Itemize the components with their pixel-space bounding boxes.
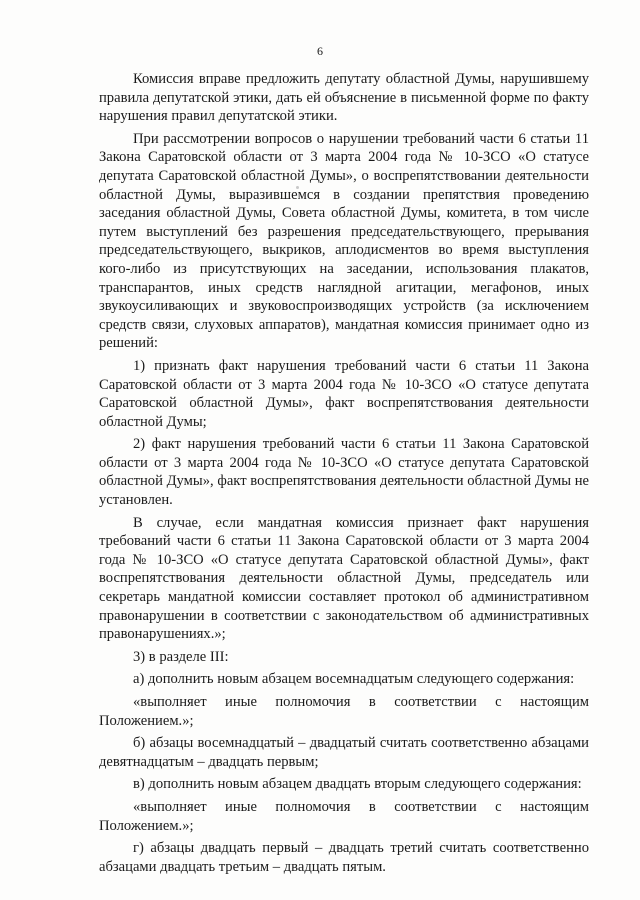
- document-body: [99, 70, 589, 876]
- page-number: 6: [317, 44, 323, 58]
- paragraph: б) абзацы восемнадцатый – двадцатый считать соответственно абзацами девятнадцатым – двадцать первым;: [99, 735, 589, 770]
- paragraph: В случае, если мандатная комиссия признает факт нарушения требований части 6 статьи 11 Закона Саратовской области от 3 марта 2004 года № 10-ЗСО «О статусе депутата Саратовской областной Думы», факт воспрепятствования деятельности областной Думы, председатель или секретарь мандатной комиссии составляет протокол об административном правонарушении в соответствии с законодательством об административных правонарушениях.»;: [99, 514, 589, 643]
- paragraph: «выполняет иные полномочия в соответствии с настоящим Положением.»;: [99, 694, 589, 729]
- paragraph: 3) в разделе III:: [133, 648, 229, 665]
- paragraph: Комиссия вправе предложить депутату областной Думы, нарушившему правила депутатской этики, дать ей объяснение в письменной форме по факту нарушения правил депутатской этики.: [99, 71, 589, 125]
- paragraph: «выполняет иные полномочия в соответствии с настоящим Положением.»;: [99, 798, 589, 834]
- paragraph: г) абзацы двадцать первый – двадцать третий считать соответственно абзацами двадцать третьим – двадцать пятым.: [99, 840, 589, 875]
- paragraph: 2) факт нарушения требований части 6 статьи 11 Закона Саратовской области от 3 марта 2004 года № 10-ЗСО «О статусе депутата Саратовской областной Думы», факт воспрепятствования деятельности областной Думы не установлен.: [99, 436, 589, 509]
- paragraph: 1) признать факт нарушения требований части 6 статьи 11 Закона Саратовской области от 3 марта 2004 года № 10-ЗСО «О статусе депутата Саратовской областной Думы», факт воспрепятствования деятельности областной Думы;: [99, 357, 589, 430]
- paragraph: а) дополнить новым абзацем восемнадцатым следующего содержания:: [133, 671, 575, 688]
- paragraph: в) дополнить новым абзацем двадцать вторым следующего содержания:: [133, 776, 582, 793]
- paragraph: При рассмотрении вопросов о нарушении требований части 6 статьи 11 Закона Саратовской области от 3 марта 2004 года № 10-ЗСО «О статусе депутата Саратовской областной Думы», о воспрепятствовании деятельности областной Думы, выразившемся в создании препятствия проведению заседания областной Думы, Совета областной Думы, комитета, в том числе путем выступлений без разрешения председательствующего, прерывания председательствующего, выкриков, аплодисментов во время выступления кого-либо из присутствующих на заседании, использования плакатов, транспарантов, иных средств наглядной агитации, мегафонов, иных звукоусиливающих и звуковоспроизводящих устройств (за исключением средств связи, слуховых аппаратов), мандатная комиссия принимает одно из решений:: [99, 130, 589, 352]
